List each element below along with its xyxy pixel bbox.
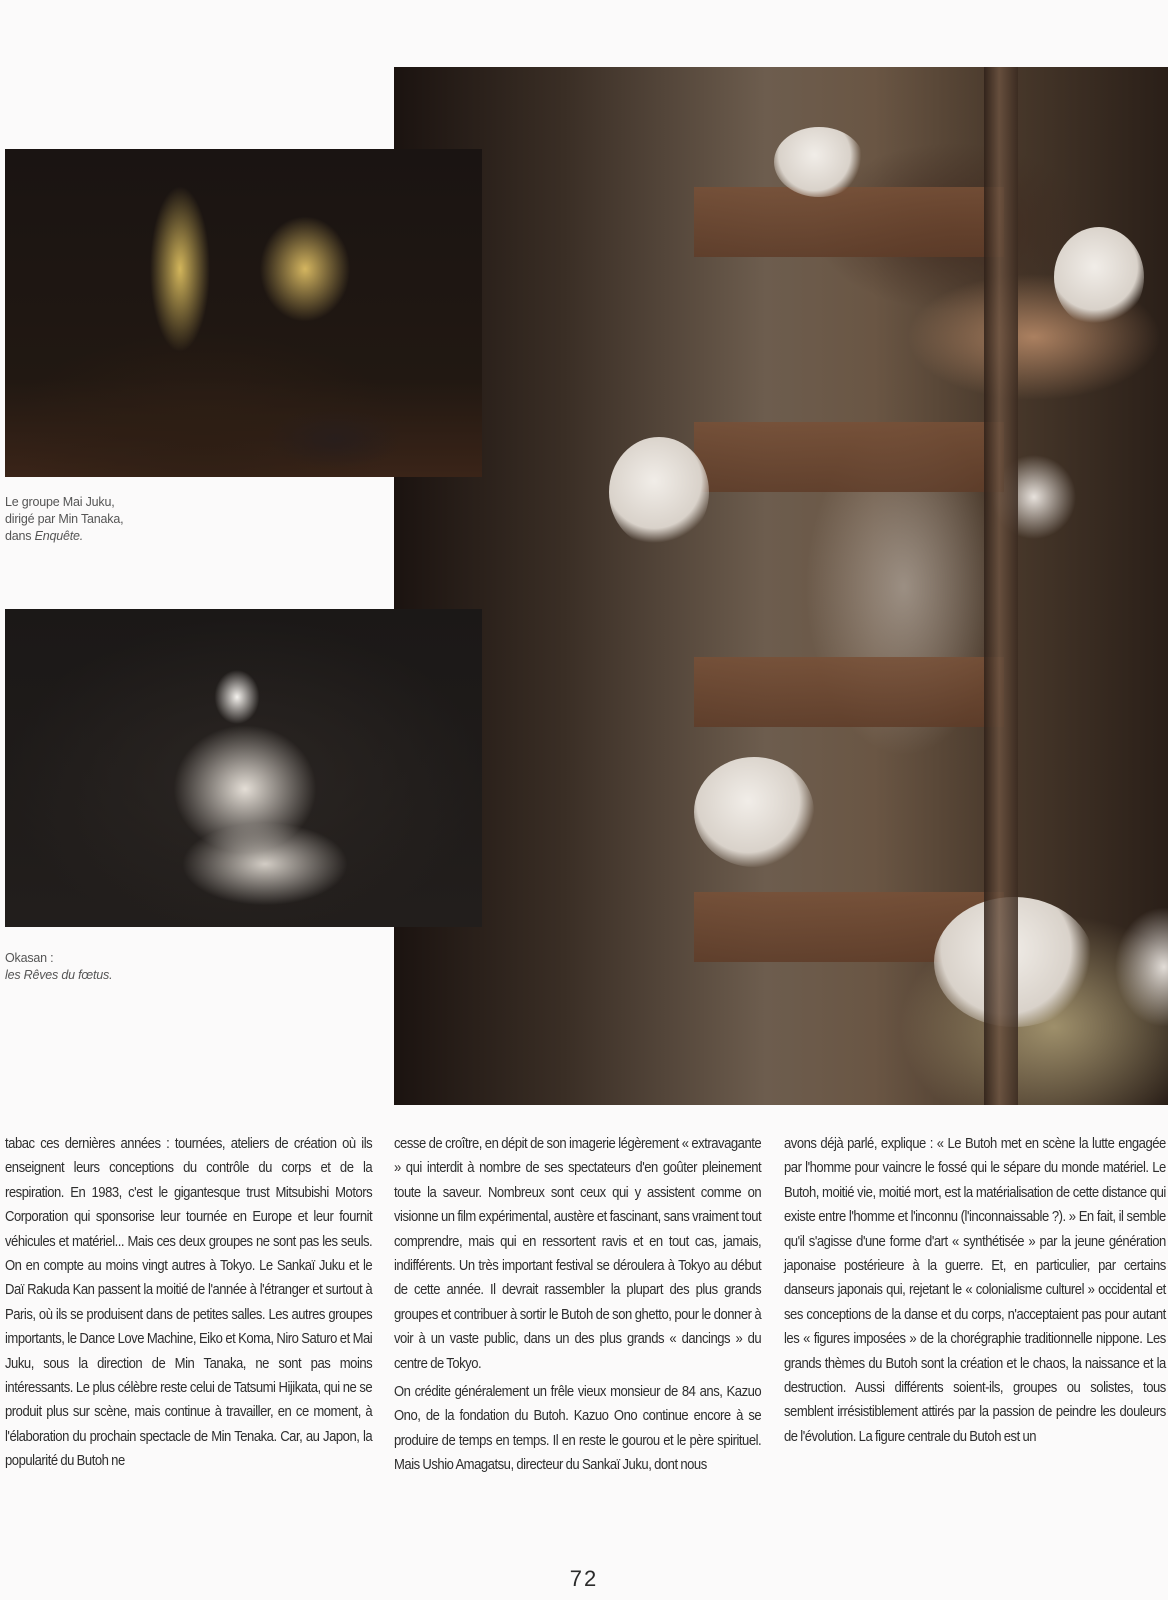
white-faced-dancer-head bbox=[694, 757, 814, 867]
caption-work-title: les Rêves du fœtus. bbox=[5, 968, 113, 982]
butoh-railway-photo bbox=[394, 67, 1168, 1105]
caption-line: Le groupe Mai Juku, bbox=[5, 495, 115, 509]
white-faced-dancer-head bbox=[609, 437, 709, 547]
caption-line bbox=[5, 967, 185, 984]
article-paragraph: cesse de croître, en dépit de son imagerie légèrement « extravagante » qui interdit à nombre de ses spectateurs d'en goûter pleinement toute la saveur. Nombreux sont ceux qui y assistent comme on visionne un film expérimental, austère et fascinant, sans vraiment tout comprendre, mais qui en ressortent ravis et en tout cas, jamais, indifférents. Un très important festival se déroulera à Tokyo au début de cette année. Il devrait rassembler la plupart des plus grands groupes et contribuer à sortir le Butoh de son ghetto, pour le donner à voir à un vaste public, dans un des plus grands « dancings » du centre de Tokyo. bbox=[394, 1135, 762, 1372]
article-column-1 bbox=[5, 1132, 372, 1474]
white-faced-dancer-head bbox=[774, 127, 864, 197]
okasan-caption bbox=[5, 950, 185, 984]
caption-line bbox=[5, 528, 185, 545]
article-paragraph: avons déjà parlé, explique : « Le Butoh met en scène la lutte engagée par l'homme pour vaincre le fossé qui le sépare du monde matériel. Le Butoh, moitié vie, moitié mort, est la matérialisation de cette distance qui existe entre l'homme et l'inconnu (l'inconnaissable ?). » En fait, il semble qu'il s'agisse d'une forme d'art « synthétisée » par la jeune génération japonaise postérieure à la guerre. Et, en particulier, par certains danseurs japonais qui, rejetant le « colonialisme culturel » occidental et ses conceptions de la danse et du corps, n'acceptaient pas pour autant les « figures imposées » de la chorégraphie traditionnelle nippone. Les grands thèmes du Butoh sont la création et le chaos, la naissance et la destruction. Aussi différents soient-ils, groupes ou solistes, tous semblent irrésistiblement attirés par la passion de peindre les douleurs de l'évolution. La figure centrale du Butoh est un bbox=[784, 1135, 1166, 1445]
white-faced-dancer-head bbox=[934, 897, 1094, 1027]
mai-juku-caption bbox=[5, 494, 185, 545]
caption-work-title: Enquête. bbox=[34, 529, 84, 543]
mai-juku-photo bbox=[5, 149, 482, 477]
article-paragraph: tabac ces dernières années : tournées, ateliers de création où ils enseignent leurs conceptions du contrôle du corps et de la respiration. En 1983, c'est le gigantesque trust Mitsubishi Motors Corporation qui sponsorise leur tournée en Europe et leur fournit véhicules et matériel... Mais ces deux groupes ne sont pas les seuls. On en compte au moins vingt autres à Tokyo. Le Sankaï Juku et le Daï Rakuda Kan passent la moitié de l'année à l'étranger et surtout à Paris, où ils se produisent dans de petites salles. Les autres groupes importants, le Dance Love Machine, Eiko et Koma, Niro Saturo et Mai Juku, sous la direction de Min Tanaka, ne sont pas moins intéressants. Le plus célèbre reste celui de Tatsumi Hijikata, qui ne se produit plus sur scène, mais continue à travailler, en ce moment, à l'élaboration du prochain spectacle de Min Tenaka. Car, au Japon, la popularité du Butoh ne bbox=[5, 1135, 373, 1470]
okasan-photo bbox=[5, 609, 482, 927]
page-number: 72 bbox=[569, 1566, 599, 1591]
caption-prefix: dans bbox=[5, 529, 35, 543]
article-column-2 bbox=[394, 1132, 761, 1478]
article-paragraph: On crédite généralement un frêle vieux monsieur de 84 ans, Kazuo Ono, de la fondation du Butoh. Kazuo Ono continue encore à se produire de temps en temps. Il en reste le gourou et le père spirituel. Mais Ushio Amagatsu, directeur du Sankaï Juku, dont nous bbox=[394, 1383, 762, 1474]
article-column-3 bbox=[784, 1132, 1166, 1449]
white-faced-dancer-head bbox=[1054, 227, 1144, 327]
caption-line: Okasan : bbox=[5, 951, 54, 965]
caption-line: dirigé par Min Tanaka, bbox=[5, 512, 124, 526]
